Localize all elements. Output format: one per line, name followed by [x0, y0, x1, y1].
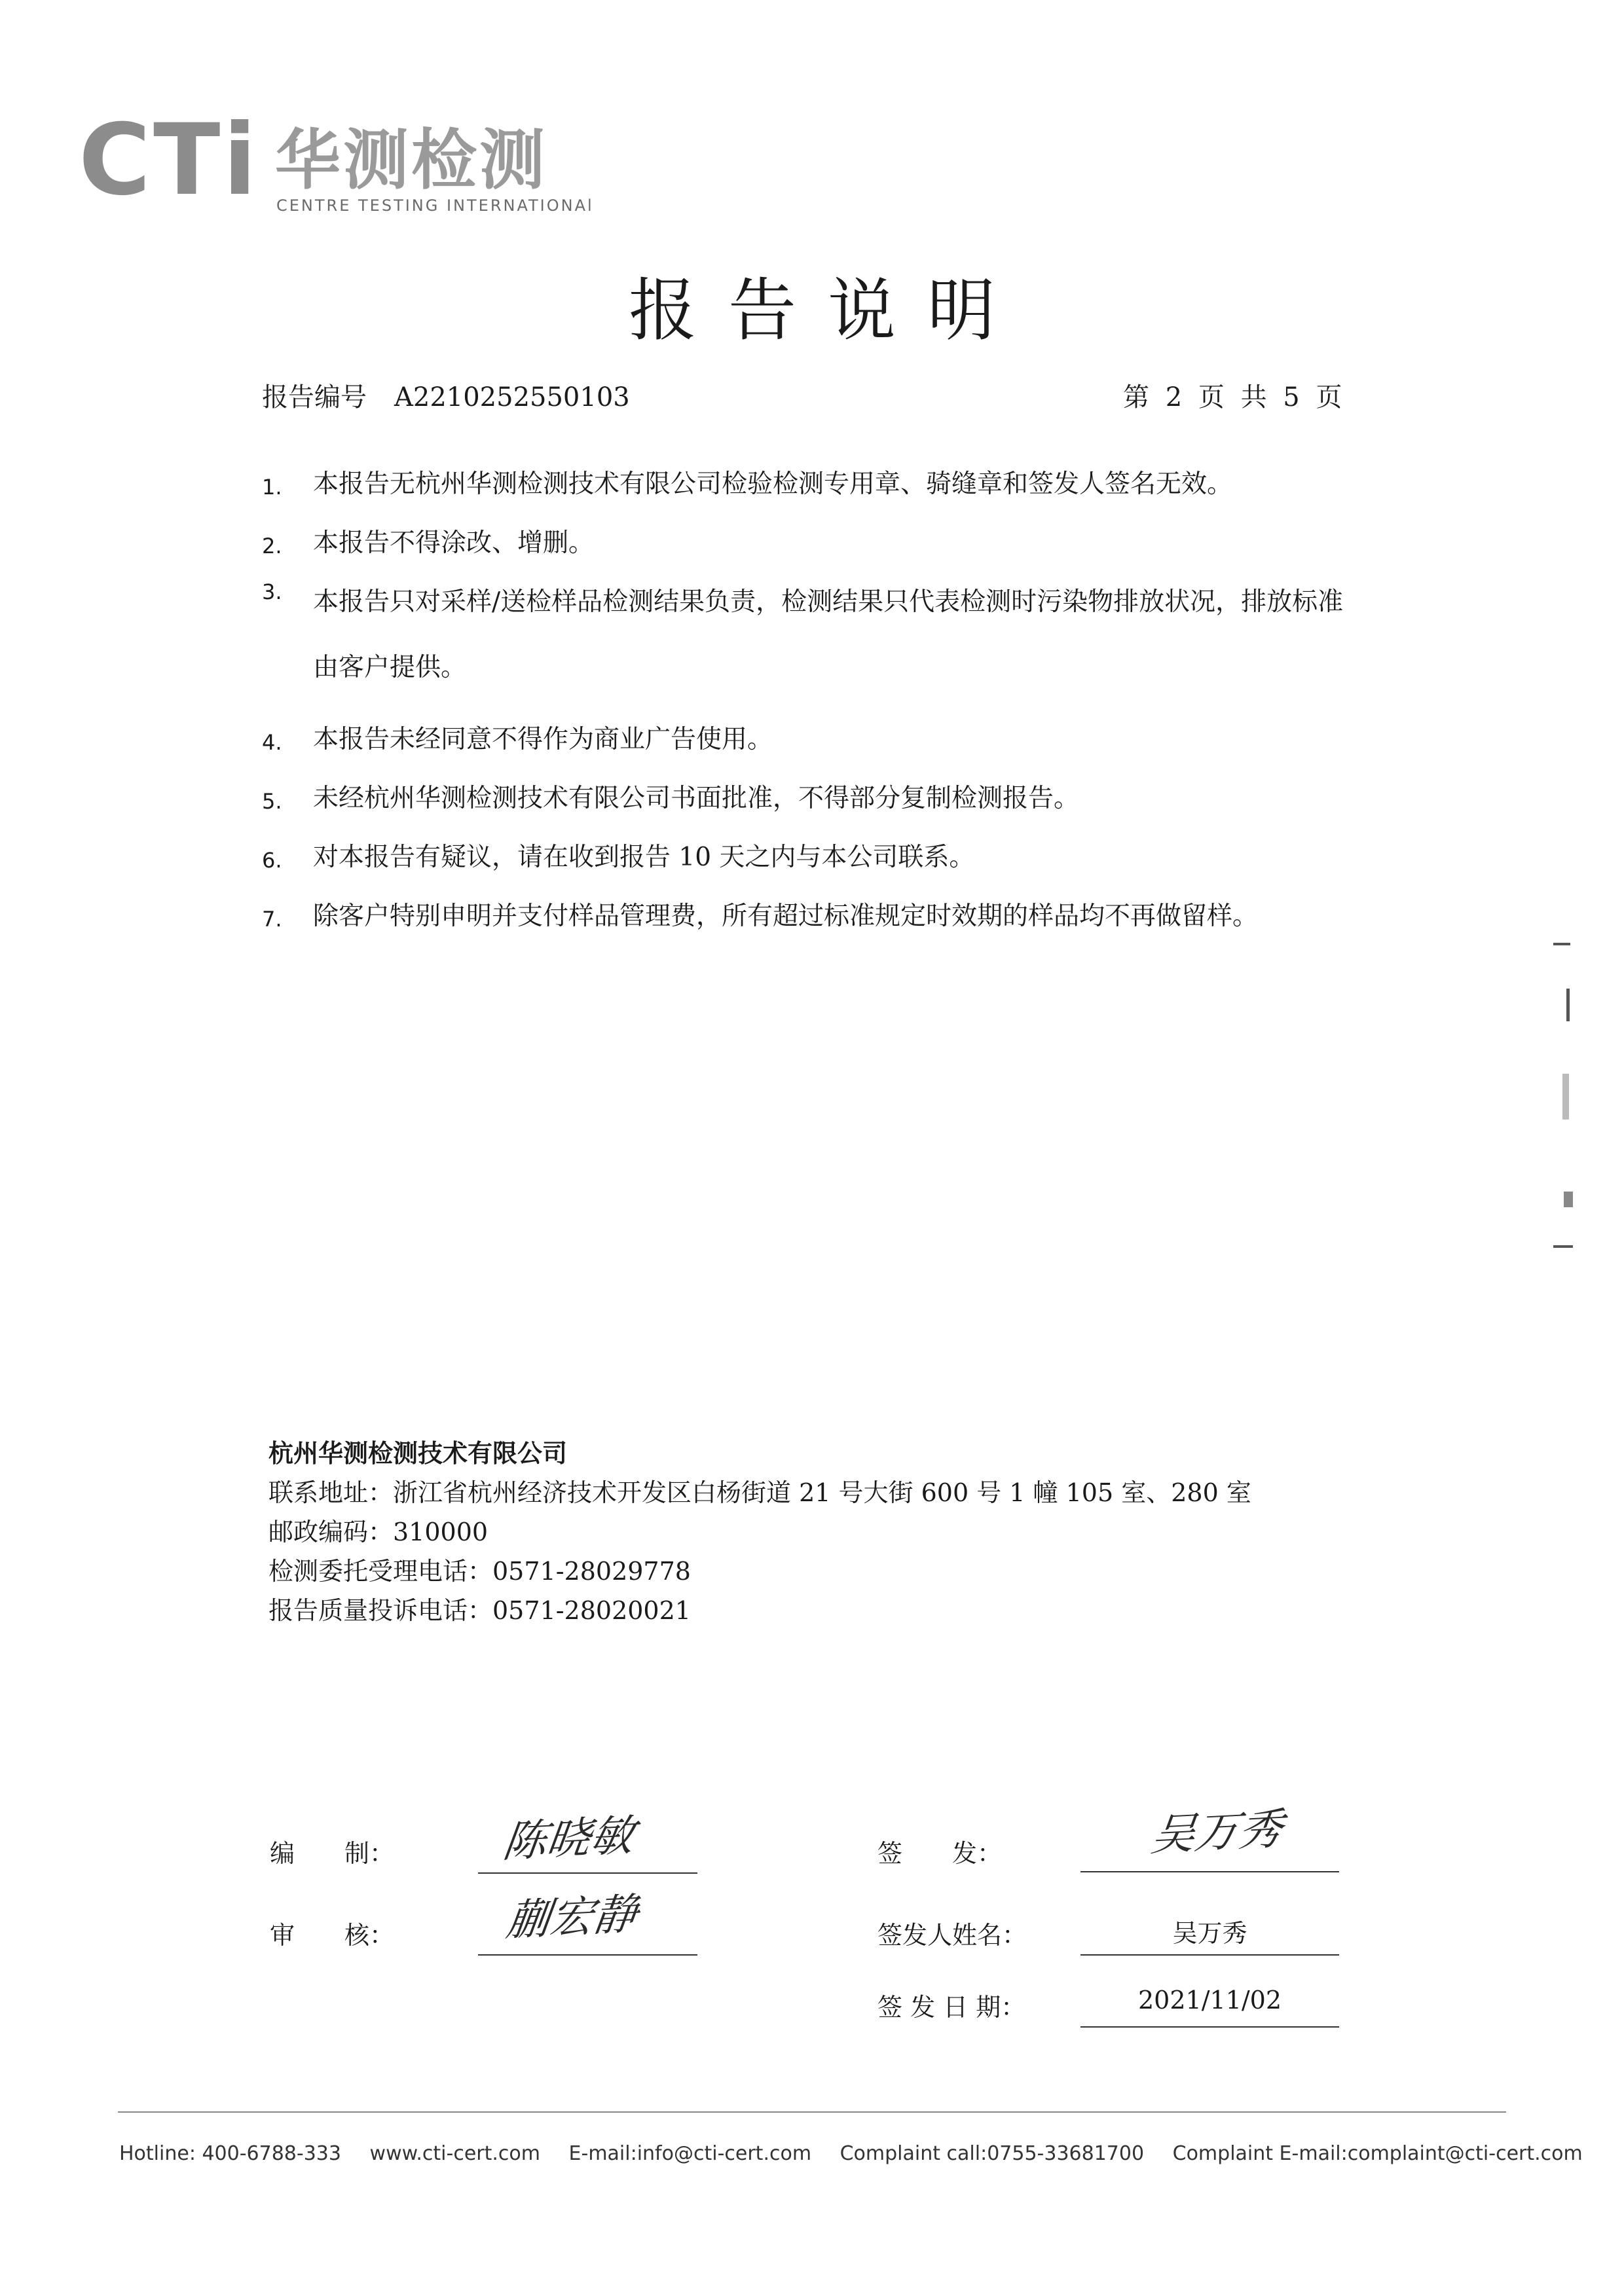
notes-list: [262, 465, 1362, 956]
issuer-name-line: [1080, 1954, 1339, 1956]
seam-mark: [1564, 1192, 1573, 1207]
item-text: 本报告无杭州华测检测技术有限公司检验检测专用章、骑缝章和签发人签名无效。: [313, 469, 1233, 499]
footer-email: E-mail:info@cti-cert.com: [568, 2142, 812, 2165]
list-item: [262, 897, 1362, 936]
footer-divider: [118, 2111, 1506, 2113]
issuer-name-label: 签发人姓名：: [877, 1921, 1027, 1950]
seam-mark: [1553, 943, 1570, 945]
compiled-signature-line: [478, 1872, 697, 1874]
item-number: 7.: [262, 907, 282, 932]
company-logo: [79, 98, 602, 229]
company-address: 联系地址：浙江省杭州经济技术开发区白杨街道 21 号大街 600 号 1 幢 105 室、280 室: [268, 1478, 1251, 1507]
footer-hotline: Hotline: 400-6788-333: [119, 2142, 341, 2165]
company-name: 杭州华测检测技术有限公司: [268, 1439, 568, 1468]
list-item: [262, 779, 1362, 818]
seam-mark: [1566, 989, 1570, 1021]
page-indicator: 第 2 页 共 5 页: [1123, 382, 1346, 412]
issue-date: 2021/11/02: [1137, 1986, 1282, 2014]
issued-label: 签 发：: [877, 1839, 1003, 1868]
item-text: 本报告只对采样/送检样品检测结果负责，检测结果只代表检测时污染物排放状况，排放标准由客户提供。: [313, 587, 1344, 682]
compiled-signature: 陈晓敏: [500, 1810, 637, 1868]
service-phone: 检测委托受理电话：0571-28029778: [268, 1557, 691, 1586]
issued-signature-line: [1080, 1871, 1339, 1872]
reviewed-signature-line: [478, 1954, 697, 1956]
issue-date-line: [1080, 2026, 1339, 2028]
report-number: [262, 376, 630, 414]
issue-date-label: 签 发 日 期：: [877, 1993, 1026, 2022]
item-text: 未经杭州华测检测技术有限公司书面批准，不得部分复制检测报告。: [313, 784, 1080, 813]
item-number: 4.: [262, 730, 282, 755]
item-number: 3.: [262, 579, 282, 604]
item-text: 对本报告有疑议，请在收到报告 10 天之内与本公司联系。: [313, 843, 975, 872]
company-info: [268, 1434, 1251, 1630]
issuer-name: 吴万秀: [1172, 1919, 1247, 1948]
compiled-label: 编 制：: [270, 1839, 395, 1868]
complaint-phone: 报告质量投诉电话：0571-28020021: [268, 1596, 691, 1625]
seam-mark: [1553, 1245, 1573, 1248]
logo-mark: CTi: [79, 103, 259, 217]
seam-mark: [1562, 1074, 1569, 1120]
item-number: 5.: [262, 789, 282, 814]
item-text: 本报告不得涂改、增删。: [313, 528, 595, 558]
report-number-label: 报告编号: [262, 382, 367, 412]
item-text: 本报告未经同意不得作为商业广告使用。: [313, 725, 773, 754]
page-title: 报告说明: [628, 270, 1027, 350]
list-item: [262, 465, 1362, 504]
footer-complaint-email: Complaint E-mail:complaint@cti-cert.com: [1172, 2142, 1583, 2165]
list-item: [262, 524, 1362, 563]
list-item: [262, 720, 1362, 759]
item-number: 1.: [262, 475, 282, 500]
seam-stamp-marks: [1553, 943, 1579, 1257]
logo-name-en: CENTRE TESTING INTERNATIONAl: [276, 196, 594, 215]
list-item: [262, 570, 1362, 701]
company-postcode: 邮政编码：310000: [268, 1518, 489, 1546]
item-number: 6.: [262, 848, 282, 873]
reviewed-label: 审 核：: [270, 1921, 395, 1950]
footer-website: www.cti-cert.com: [369, 2142, 540, 2165]
report-number-value: A2210252550103: [394, 382, 630, 412]
list-item: [262, 838, 1362, 877]
issued-signature: 吴万秀: [1148, 1803, 1285, 1861]
item-text: 除客户特别申明并支付样品管理费，所有超过标准规定时效期的样品均不再做留样。: [313, 902, 1259, 931]
footer: [119, 2142, 1583, 2165]
logo-name-cn: 华测检测: [275, 122, 547, 198]
footer-complaint-call: Complaint call:0755-33681700: [840, 2142, 1145, 2165]
item-number: 2.: [262, 534, 282, 558]
reviewed-signature: 蒯宏静: [503, 1888, 640, 1946]
